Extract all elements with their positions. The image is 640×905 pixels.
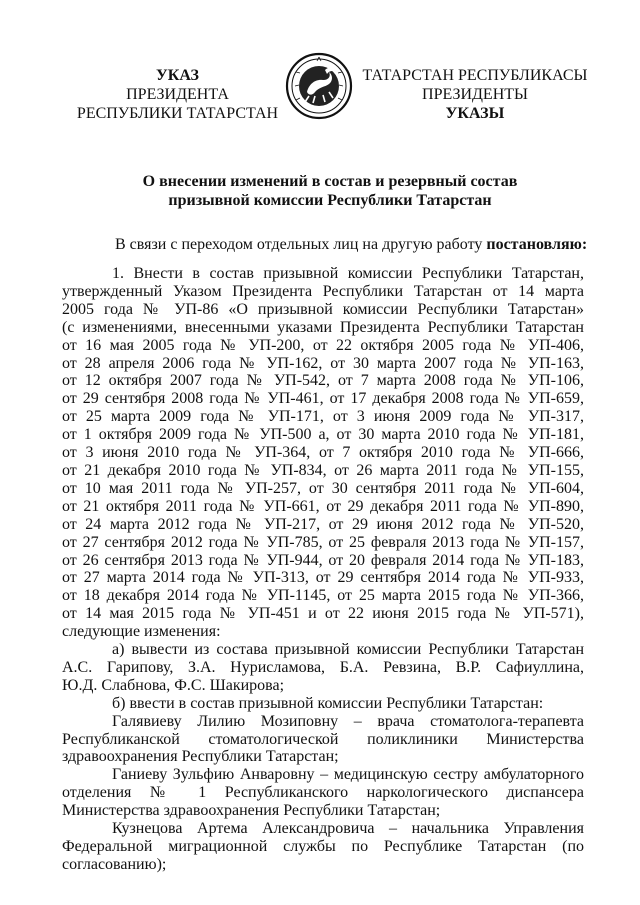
header-right-line-2: ПРЕЗИДЕНТЫ [422, 86, 528, 103]
paragraph-p1-line: следующие изменения: [62, 623, 221, 641]
paragraph-p1-line: от 27 сентября 2012 года № УП-785, от 25 февраля 2013 года № УП-157, [62, 533, 584, 551]
tatarstan-coat-of-arms-icon [285, 52, 353, 120]
header-left-line-1: УКАЗ [156, 67, 199, 84]
paragraph-pz-line: Ганиеву Зульфию Анваровну – медицинскую сестру амбулаторного [112, 766, 584, 784]
title-line-1: О внесении изменений в состав и резервный состав [142, 173, 518, 190]
paragraph-pk-line: согласованию); [62, 855, 167, 873]
paragraph-pg-line: Галявиеву Лилию Мозиповну – врача стоматолога-терапевта [112, 712, 584, 730]
paragraph-p1-line: от 14 мая 2015 года № УП-451 и от 22 июня 2015 года № УП-571), [62, 605, 584, 623]
intro-emphasis: постановляю: [486, 236, 588, 253]
paragraph-p1-line: утвержденный Указом Президента Республики Татарстан от 14 марта [62, 282, 584, 300]
paragraph-pg-line: Республиканской стоматологической поликлиники Министерства [62, 730, 584, 748]
paragraph-p1-line: от 24 марта 2012 года № УП-217, от 29 июня 2012 года № УП-520, [62, 515, 584, 533]
paragraph-p1-line: от 28 апреля 2006 года № УП-162, от 30 марта 2007 года № УП-163, [62, 354, 584, 372]
paragraph-pk-line: Кузнецова Артема Александровича – начальника Управления [112, 820, 584, 838]
intro-sentence [115, 235, 587, 254]
decree-title [60, 172, 600, 210]
paragraph-p1-line: 1. Внести в состав призывной комиссии Республики Татарстан, [112, 265, 584, 282]
paragraph-p1-line: от 21 декабря 2010 года № УП-834, от 26 марта 2011 года № УП-155, [62, 461, 584, 479]
paragraph-pb-line: б) ввести в состав призывной комиссии Республики Татарстан: [112, 694, 544, 712]
header-right-line-1: ТАТАРСТАН РЕСПУБЛИКАСЫ [362, 67, 588, 84]
header-right-line-3: УКАЗЫ [445, 105, 505, 122]
paragraph-p1-line: от 3 июня 2010 года № УП-364, от 7 октября 2010 года № УП-666, [62, 444, 584, 462]
paragraph-pz-line: отделения № 1 Республиканского наркологического диспансера [62, 784, 584, 802]
decree-body [62, 265, 584, 874]
header-left [70, 66, 285, 123]
paragraph-pk-line: Федеральной миграционной службы по Республике Татарстан (по [62, 838, 584, 855]
paragraph-p1-line: от 16 мая 2005 года № УП-200, от 22 октября 2005 года № УП-406, [62, 336, 584, 354]
title-line-2: призывной комиссии Республики Татарстан [168, 192, 492, 209]
paragraph-p1-line: 2005 года № УП-86 «О призывной комиссии Республики Татарстан» [62, 300, 584, 318]
paragraph-p1-line: от 25 марта 2009 года № УП-171, от 3 июня 2009 года № УП-317, [62, 408, 584, 426]
paragraph-pa-line: а) вывести из состава призывной комиссии Республики Татарстан [112, 641, 584, 659]
header-left-line-2: ПРЕЗИДЕНТА [126, 86, 229, 103]
paragraph-p1-line: от 21 октября 2011 года № УП-661, от 29 декабря 2011 года № УП-890, [62, 497, 584, 515]
paragraph-p1-line: от 26 сентября 2013 года № УП-944, от 20 февраля 2014 года № УП-183, [62, 551, 584, 569]
paragraph-p1-line: от 29 сентября 2008 года № УП-461, от 17 декабря 2008 года № УП-659, [62, 390, 584, 408]
paragraph-p1-line: от 12 октября 2007 года № УП-542, от 7 марта 2008 года № УП-106, [62, 372, 584, 390]
paragraph-pz-line: Министерства здравоохранения Республики Татарстан; [62, 802, 441, 820]
intro-text: В связи с переходом отдельных лиц на другую работу [115, 236, 487, 253]
paragraph-p1-line: от 10 мая 2011 года № УП-257, от 30 сентября 2011 года № УП-604, [62, 479, 584, 497]
paragraph-p1-line: от 18 декабря 2014 года № УП-1145, от 25 марта 2015 года № УП-366, [62, 587, 584, 605]
paragraph-p1-line: от 27 марта 2014 года № УП-313, от 29 сентября 2014 года № УП-933, [62, 569, 584, 587]
paragraph-pa-line: А.С. Гарипову, З.А. Нурисламова, Б.А. Ревзина, В.Р. Сафиуллина, [62, 658, 584, 676]
header-right [355, 66, 595, 123]
paragraph-p1-line: от 1 октября 2009 года № УП-500 а, от 30 марта 2010 года № УП-181, [62, 426, 584, 444]
paragraph-p1-line: (с изменениями, внесенными указами Президента Республики Татарстан [62, 318, 584, 336]
paragraph-pg-line: здравоохранения Республики Татарстан; [62, 748, 339, 766]
header-left-line-3: РЕСПУБЛИКИ ТАТАРСТАН [76, 105, 279, 122]
paragraph-pa-line: Ю.Д. Слабнова, Ф.С. Шакирова; [62, 676, 285, 694]
